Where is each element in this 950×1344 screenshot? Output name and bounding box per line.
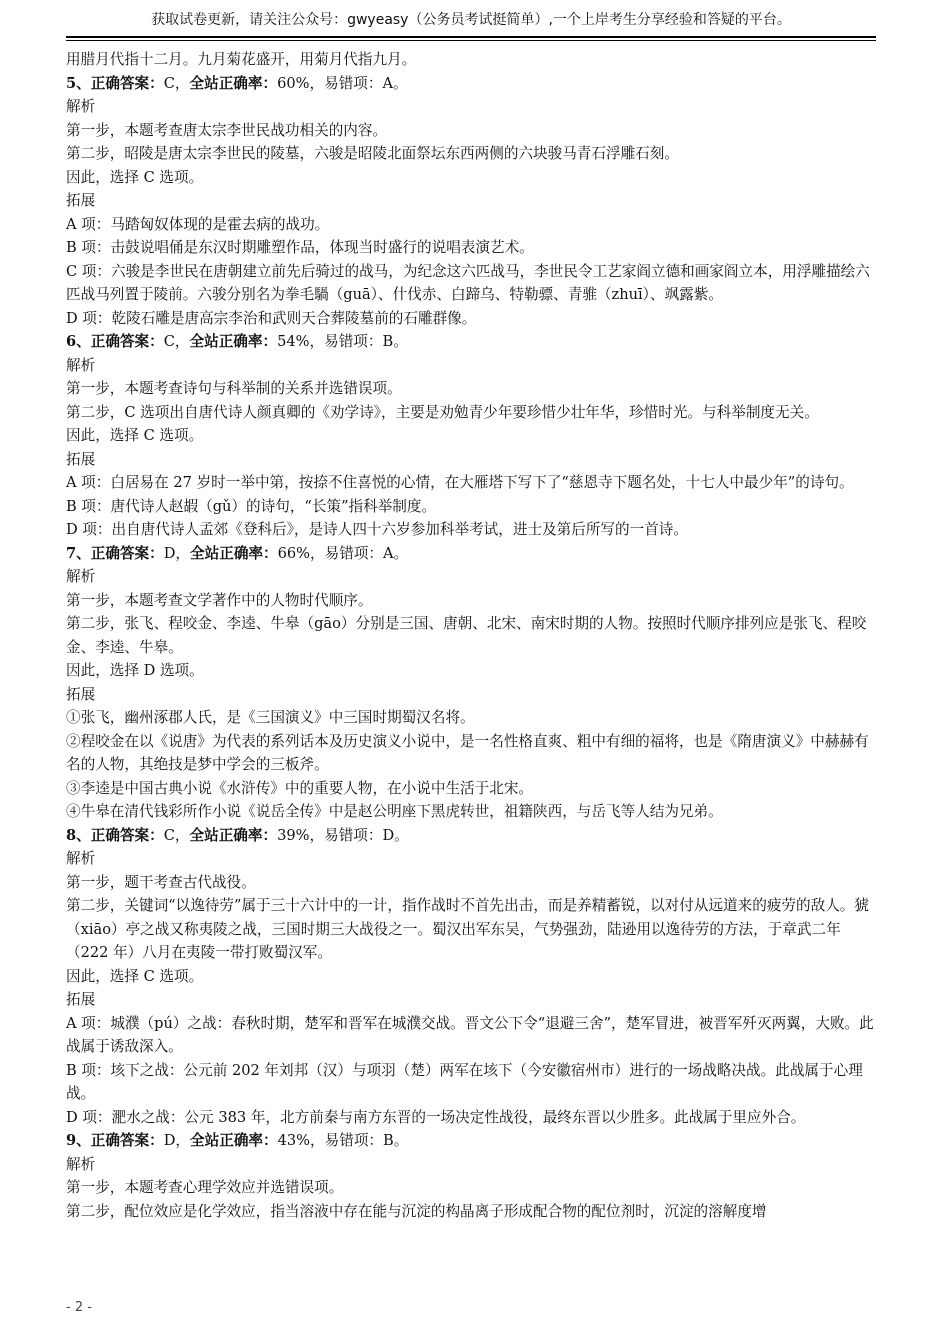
answer-value: D， — [163, 1132, 191, 1149]
explanation-line: 第一步，本题考查心理学效应并选错误项。 — [66, 1179, 344, 1196]
explanation-line: D 项：出自唐代诗人孟郊《登科后》，是诗人四十六岁参加科举考试，进士及第后所写的一首诗。 — [66, 521, 688, 538]
accuracy-value: 43%，易错项：B。 — [277, 1132, 409, 1149]
explanation-line: 解析 — [66, 568, 96, 585]
question-block — [66, 330, 876, 542]
explanation-line: 因此，选择 C 选项。 — [66, 427, 204, 444]
explanation-line: 解析 — [66, 98, 96, 115]
answer-summary — [66, 824, 876, 848]
explanation-line: 第一步，题干考查古代战役。 — [66, 873, 256, 891]
explanation-line: 解析 — [66, 850, 96, 867]
page-header: 获取试卷更新，请关注公众号：gwyeasy（公务员考试挺简单）,一个上岸考生分享经验和答疑的平台。 — [151, 12, 791, 28]
explanation-line: A 项：马踏匈奴体现的是霍去病的战功。 — [66, 215, 330, 233]
answer-value: D， — [163, 544, 191, 562]
explanation-line: 拓展 — [66, 685, 96, 703]
question-block — [66, 1129, 876, 1223]
answer-value: C， — [163, 333, 190, 350]
answer-label: 正确答案： — [90, 544, 164, 562]
explanation-line: ②程咬金在以《说唐》为代表的系列话本及历史演义小说中，是一名性格直爽、粗中有细的福将，也是《隋唐演义》中赫赫有名的人物，其绝技是梦中学会的三板斧。 — [66, 732, 869, 773]
page-number: - 2 - — [66, 1300, 92, 1315]
answer-label: 正确答案： — [90, 333, 164, 350]
answer-summary — [66, 72, 876, 96]
explanation-line: 第一步，本题考查唐太宗李世民战功相关的内容。 — [66, 121, 388, 139]
explanation-line: 拓展 — [66, 991, 96, 1008]
explanation-line: 因此，选择 D 选项。 — [66, 662, 204, 679]
answer-summary — [66, 330, 876, 354]
explanation-line: B 项：击鼓说唱俑是东汉时期雕塑作品，体现当时盛行的说唱表演艺术。 — [66, 239, 534, 256]
accuracy-label: 全站正确率： — [189, 333, 278, 350]
accuracy-label: 全站正确率： — [189, 74, 278, 92]
explanation-line: D 项：乾陵石雕是唐高宗李治和武则天合葬陵墓前的石雕群像。 — [66, 309, 477, 327]
explanation-line: B 项：唐代诗人赵嘏（gǔ）的诗句，“长策”指科举制度。 — [66, 497, 437, 515]
explanation-line: 第一步，本题考查文学著作中的人物时代顺序。 — [66, 591, 373, 609]
question-number: 6、 — [66, 333, 91, 350]
question-block — [66, 824, 876, 1130]
explanation-line: 第一步，本题考查诗句与科举制的关系并选错误项。 — [66, 380, 402, 397]
question-block — [66, 542, 876, 824]
document-body — [66, 48, 876, 1223]
answer-label: 正确答案： — [90, 74, 164, 92]
question-number: 8、 — [66, 826, 91, 844]
explanation-line: D 项：淝水之战：公元 383 年，北方前秦与南方东晋的一场决定性战役，最终东晋以少胜多。此战属于里应外合。 — [66, 1108, 806, 1126]
intro-line: 用腊月代指十二月。九月菊花盛开，用菊月代指九月。 — [66, 51, 417, 68]
answer-summary — [66, 1129, 876, 1153]
question-number: 9、 — [66, 1132, 91, 1149]
header-rule-thin — [66, 40, 876, 41]
question-number: 7、 — [66, 544, 91, 562]
accuracy-label: 全站正确率： — [190, 544, 278, 562]
answer-label: 正确答案： — [90, 1132, 164, 1149]
question-block — [66, 72, 876, 331]
accuracy-value: 39%，易错项：D。 — [277, 826, 409, 844]
explanation-line: B 项：垓下之战：公元前 202 年刘邦（汉）与项羽（楚）两军在垓下（今安徽宿州市）进行的一场战略决战。此战属于心理战。 — [66, 1061, 863, 1102]
explanation-line: 因此，选择 C 选项。 — [66, 168, 204, 186]
accuracy-label: 全站正确率： — [190, 1132, 278, 1149]
question-number: 5、 — [66, 74, 91, 92]
header-rule-thick — [66, 36, 876, 38]
explanation-line: A 项：白居易在 27 岁时一举中第，按捺不住喜悦的心情，在大雁塔下写下了“慈恩寺下题名处，十七人中最少年”的诗句。 — [66, 474, 854, 491]
answer-label: 正确答案： — [90, 826, 164, 844]
question-list — [66, 72, 876, 1224]
answer-value: C， — [163, 74, 190, 92]
explanation-line: 第二步，昭陵是唐太宗李世民的陵墓，六骏是昭陵北面祭坛东西两侧的六块骏马青石浮雕石刻。 — [66, 145, 679, 162]
explanation-line: 解析 — [66, 356, 96, 374]
accuracy-label: 全站正确率： — [189, 826, 278, 844]
accuracy-value: 66%，易错项：A。 — [277, 544, 409, 562]
answer-summary — [66, 542, 876, 566]
explanation-line: 因此，选择 C 选项。 — [66, 967, 204, 985]
explanation-line: ①张飞，幽州涿郡人氏，是《三国演义》中三国时期蜀汉名将。 — [66, 709, 475, 726]
explanation-line: C 项：六骏是李世民在唐朝建立前先后骑过的战马，为纪念这六匹战马，李世民令工艺家阎立德和画家阎立本，用浮雕描绘六匹战马列置于陵前。六骏分别名为拳毛騧（guā）、什伐赤、白蹄乌、特勒骠、青骓（zhuī）、飒露紫。 — [66, 262, 870, 303]
accuracy-value: 60%，易错项：A。 — [277, 74, 408, 92]
accuracy-value: 54%，易错项：B。 — [277, 333, 408, 350]
explanation-line: 第二步，关键词“以逸待劳”属于三十六计中的一计，指作战时不首先出击，而是养精蓄锐，以对付从远道来的疲劳的敌人。猇（xiāo）亭之战又称夷陵之战，三国时期三大战役之一。蜀汉出军东吴，气势强劲，陆逊用以逸待劳的方法，于章武二年（222 年）八月在夷陵一带打败蜀汉军。 — [66, 897, 869, 961]
answer-value: C， — [163, 826, 190, 844]
explanation-line: ③李逵是中国古典小说《水浒传》中的重要人物，在小说中生活于北宋。 — [66, 779, 534, 797]
explanation-line: A 项：城濮（pú）之战：春秋时期，楚军和晋军在城濮交战。晋文公下令“退避三舍”，楚军冒进，被晋军歼灭两翼，大败。此战属于诱敌深入。 — [66, 1014, 874, 1055]
explanation-line: 第二步，张飞、程咬金、李逵、牛皋（gāo）分别是三国、唐朝、北宋、南宋时期的人物。按照时代顺序排列应是张飞、程咬金、李逵、牛皋。 — [66, 615, 867, 656]
explanation-line: ④牛皋在清代钱彩所作小说《说岳全传》中是赵公明座下黑虎转世，祖籍陕西，与岳飞等人结为兄弟。 — [66, 803, 723, 820]
explanation-line: 第二步，C 选项出自唐代诗人颜真卿的《劝学诗》，主要是劝勉青少年要珍惜少壮年华，珍惜时光。与科举制度无关。 — [66, 403, 819, 421]
explanation-line: 拓展 — [66, 192, 96, 209]
explanation-line: 解析 — [66, 1155, 96, 1173]
explanation-line: 第二步，配位效应是化学效应，指当溶液中存在能与沉淀的构晶离子形成配合物的配位剂时，沉淀的溶解度增 — [66, 1202, 767, 1220]
explanation-line: 拓展 — [66, 450, 96, 468]
